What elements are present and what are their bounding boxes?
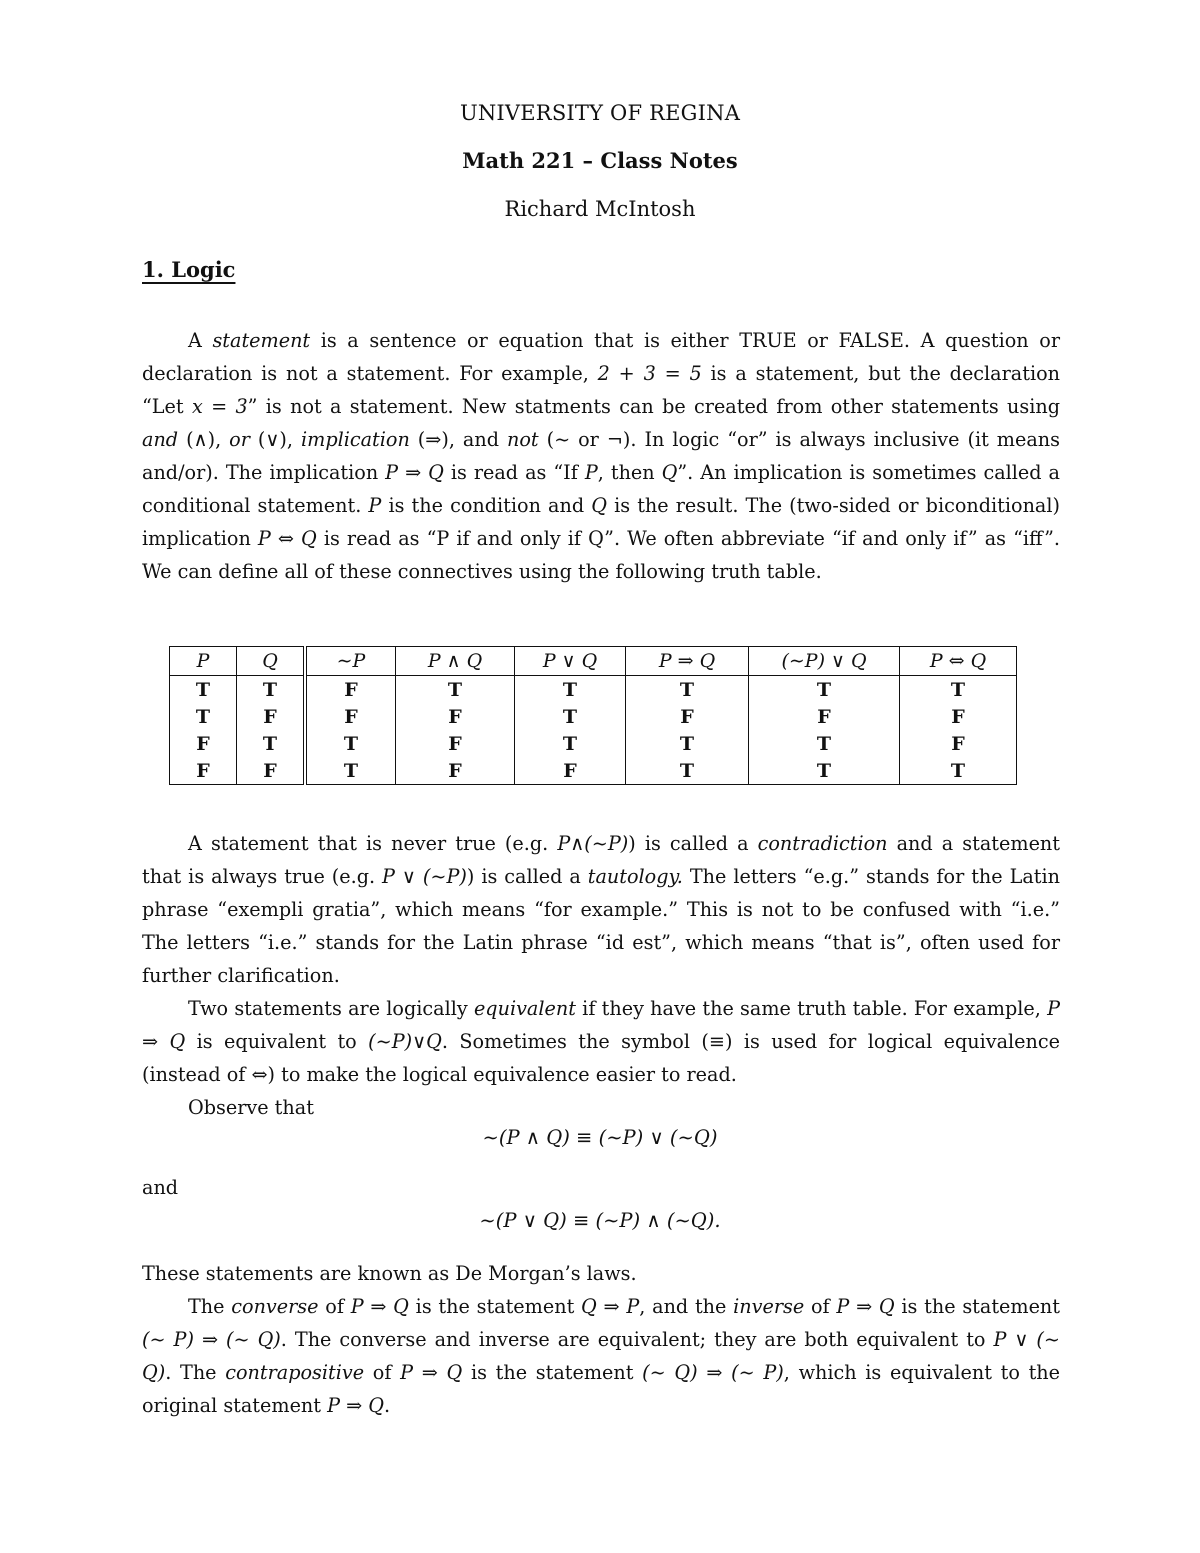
table-cell: F <box>305 676 396 704</box>
table-cell: T <box>170 703 237 730</box>
table-cell: T <box>626 676 749 704</box>
table-cell: T <box>237 730 306 757</box>
table-cell: F <box>237 703 306 730</box>
table-cell: T <box>900 757 1017 785</box>
course-title: Math 221 – Class Notes <box>462 148 738 173</box>
paragraph-equivalence: Two statements are logically equivalent if they have the same truth table. For example, P ⇒ Q is equivalent to (∼P)∨Q. Sometimes the symbol (≡) is used for logical equivalence (instead of ⇔) to make the logical equivalence easier to read. <box>142 997 1061 1086</box>
and-label: and <box>142 1176 179 1199</box>
equation-de-morgan-1: ∼(P ∧ Q) ≡ (∼P) ∨ (∼Q) <box>482 1126 718 1149</box>
table-cell: T <box>900 676 1017 704</box>
table-cell: T <box>515 676 626 704</box>
observe-text: Observe that <box>188 1096 314 1119</box>
truth-table <box>169 646 1017 785</box>
author-name: Richard McIntosh <box>504 197 696 221</box>
table-cell: F <box>396 703 515 730</box>
table-cell: T <box>749 676 900 704</box>
table-cell: F <box>170 730 237 757</box>
table-cell: T <box>305 757 396 785</box>
table-cell: T <box>515 730 626 757</box>
table-cell: F <box>749 703 900 730</box>
university-heading: UNIVERSITY OF REGINA <box>459 101 741 125</box>
header-cell: Q <box>237 647 306 676</box>
paragraph-converse-inverse: The converse of P ⇒ Q is the statement Q ⇒ P, and the inverse of P ⇒ Q is the statement (∼ P) ⇒ (∼ Q). The converse and inverse are equivalent; they are both equivalent to P ∨ (∼ Q). The contrapositive of P ⇒ Q is the statement (∼ Q) ⇒ (∼ P), which is equivalent to the original statement P ⇒ Q. <box>142 1295 1061 1417</box>
table-cell: T <box>170 676 237 704</box>
header-cell: ∼P <box>305 647 396 676</box>
table-cell: F <box>396 730 515 757</box>
table-cell: F <box>170 757 237 785</box>
table-cell: F <box>237 757 306 785</box>
section-title: 1. Logic <box>142 257 236 282</box>
equation-de-morgan-2: ∼(P ∨ Q) ≡ (∼P) ∧ (∼Q). <box>479 1209 721 1232</box>
table-cell: T <box>305 730 396 757</box>
table-row <box>170 757 1017 785</box>
term-statement: statement <box>212 329 311 352</box>
header-cell: P ⇒ Q <box>626 647 749 676</box>
table-cell: F <box>305 703 396 730</box>
table-cell: F <box>396 757 515 785</box>
table-cell: F <box>626 703 749 730</box>
table-row <box>170 703 1017 730</box>
table-cell: F <box>900 730 1017 757</box>
table-cell: T <box>749 730 900 757</box>
header-cell: P ∨ Q <box>515 647 626 676</box>
header-cell: (∼P) ∨ Q <box>749 647 900 676</box>
table-row <box>170 730 1017 757</box>
truth-table-header-row <box>170 647 1017 676</box>
table-cell: T <box>626 730 749 757</box>
header-cell: P ⇔ Q <box>900 647 1017 676</box>
table-cell: F <box>515 757 626 785</box>
table-cell: T <box>749 757 900 785</box>
table-row <box>170 676 1017 704</box>
table-cell: F <box>900 703 1017 730</box>
header-cell: P <box>170 647 237 676</box>
table-cell: T <box>626 757 749 785</box>
table-cell: T <box>396 676 515 704</box>
de-morgan-sentence: These statements are known as De Morgan’s laws. <box>142 1262 637 1285</box>
table-cell: T <box>237 676 306 704</box>
paragraph-contradiction-tautology: A statement that is never true (e.g. P∧(∼P)) is called a contradiction and a statement that is always true (e.g. P ∨ (∼P)) is called a tautology. The letters “e.g.” stands for the Latin phrase “exempli gratia”, which means “for example.” This is not to be confused with “i.e.” The letters “i.e.” stands for the Latin phrase “id est”, which means “that is”, often used for further clarification. <box>142 832 1060 987</box>
paragraph-statements: A statement is a sentence or equation that is either TRUE or FALSE. A question or declaration is not a statement. For example, 2 + 3 = 5 is a statement, but the declaration “Let x = 3” is not a statement. New statments can be created from other statements using and (∧), or (∨), implication (⇒), and not (∼ or ¬). In logic “or” is always inclusive (it means and/or). The implication P ⇒ Q is read as “If P, then Q”. An implication is sometimes called a conditional statement. P is the condition and Q is the result. The (two-sided or biconditional) implication P ⇔ Q is read as “P if and only if Q”. We often abbreviate “if and only if” as “iff”. We can define all of these connectives using the following truth table. <box>142 329 1061 583</box>
table-cell: T <box>515 703 626 730</box>
header-cell: P ∧ Q <box>396 647 515 676</box>
